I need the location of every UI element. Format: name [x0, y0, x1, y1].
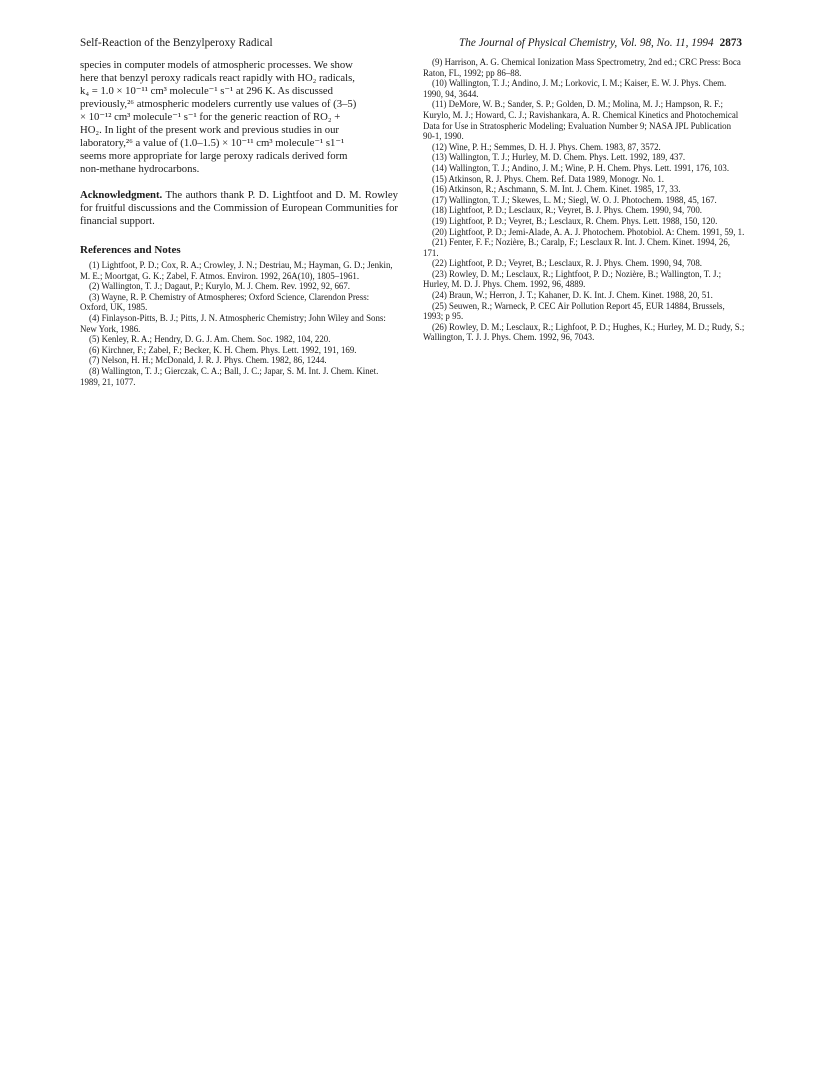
reference-item: (13) Wallington, T. J.; Hurley, M. D. Chem. Phys. Lett. 1992, 189, 437.: [432, 152, 686, 163]
journal-citation: [459, 35, 742, 51]
reference-item: (7) Nelson, H. H.; McDonald, J. R. J. Phys. Chem. 1982, 86, 1244.: [89, 355, 327, 366]
reference-item: (15) Atkinson, R. J. Phys. Chem. Ref. Data 1989, Monogr. No. 1.: [432, 173, 664, 184]
reference-item: (16) Atkinson, R.; Aschmann, S. M. Int. J. Chem. Kinet. 1985, 17, 33.: [432, 184, 681, 195]
acknowledgment: [80, 189, 398, 228]
reference-item: (24) Braun, W.; Herron, J. T.; Kahaner, D. K. Int. J. Chem. Kinet. 1988, 20, 51.: [432, 290, 713, 301]
reference-item: (25) Seuwen, R.; Warneck, P. CEC Air Pollution Report 45, EUR 14884, Brussels, 1993; p 95.: [423, 300, 725, 322]
left-column: [80, 59, 398, 387]
reference-item: (6) Kirchner, F.; Zabel, F.; Becker, K. H. Chem. Phys. Lett. 1992, 191, 169.: [89, 344, 357, 355]
body-line: HO₂. In light of the present work and previous studies in our: [80, 124, 339, 136]
body-line: seems more appropriate for large peroxy radicals derived form: [80, 150, 348, 162]
reference-item: (21) Fenter, F. F.; Nozière, B.; Caralp, F.; Lesclaux R. Int. J. Chem. Kinet. 1994, 26, 171.: [423, 237, 730, 258]
body-line: laboratory,²⁶ a value of (1.0–1.5) × 10⁻¹¹ cm³ molecule⁻¹ s1⁻¹: [80, 137, 345, 149]
reference-item: (8) Wallington, T. J.; Gierczak, C. A.; Ball, J. C.; Japar, S. M. Int. J. Chem. Kinet. 1989, 21, 1077.: [80, 365, 379, 387]
running-head: [80, 35, 742, 51]
body-line: non-methane hydrocarbons.: [80, 163, 200, 175]
body-line: k₄ = 1.0 × 10⁻¹¹ cm³ molecule⁻¹ s⁻¹ at 296 K. As discussed: [80, 85, 333, 97]
body-line: here that benzyl peroxy radicals react rapidly with HO₂ radicals,: [80, 72, 355, 84]
acknowledgment-text: The authors thank P. D. Lightfoot and D. M. Rowley for fruitful discussions and the Commission of European Communities for financial support.: [80, 189, 398, 227]
article-short-title: Self-Reaction of the Benzylperoxy Radical: [80, 37, 273, 49]
body-line: previously,²⁶ atmospheric modelers currently use values of (3–5): [80, 98, 357, 110]
body-paragraph: [80, 59, 398, 176]
journal-name: The Journal of Physical Chemistry, Vol. 98, No. 11, 1994: [459, 37, 714, 49]
reference-item: (14) Wallington, T. J.; Andino, J. M.; Wine, P. H. Chem. Phys. Lett. 1991, 176, 103.: [432, 162, 730, 173]
reference-item: (9) Harrison, A. G. Chemical Ionization Mass Spectrometry, 2nd ed.; CRC Press: Boca Raton, FL, 1992; pp 86–88.: [423, 57, 741, 78]
body-line: species in computer models of atmospheric processes. We show: [80, 59, 353, 71]
reference-item: (11) DeMore, W. B.; Sander, S. P.; Golden, D. M.; Molina, M. J.; Hampson, R. F.; Kurylo, M. J.; Howard, C. J.; Ravishankara, A. R. Chemical Kinetics and Photochemical Data for Use in Stratospheric Modeling; Evaluation Number 9; NASA JPL Publication 90-1, 1990.: [423, 99, 739, 142]
reference-item: (23) Rowley, D. M.; Lesclaux, R.; Lightfoot, P. D.; Nozière, B.; Wallington, T. J.; Hurley, M. D. J. Phys. Chem. 1992, 96, 4889.: [423, 268, 722, 290]
reference-item: (20) Lightfoot, P. D.; Jemi-Alade, A. A. J. Photochem. Photobiol. A: Chem. 1991, 59, 1.: [432, 226, 745, 237]
reference-item: (1) Lightfoot, P. D.; Cox, R. A.; Crowley, J. N.; Destriau, M.; Hayman, G. D.; Jenkin, M. E.; Moortgat, G. K.; Zabel, F. Atmos. Environ. 1992, 26A(10), 1805–1961.: [80, 260, 393, 281]
references-list-right: [423, 57, 745, 343]
reference-item: (26) Rowley, D. M.; Lesclaux, R.; Lighfoot, P. D.; Hughes, K.; Hurley, M. D.; Rudy, S.; Wallington, T. J. J. Phys. Chem. 1992, 96, 7043.: [423, 321, 745, 343]
body-line: × 10⁻¹² cm³ molecule⁻¹ s⁻¹ for the generic reaction of RO₂ +: [80, 111, 341, 123]
acknowledgment-heading: Acknowledgment.: [80, 189, 163, 201]
page-number: 2873: [719, 37, 742, 49]
reference-item: (4) Finlayson-Pitts, B. J.; Pitts, J. N. Atmospheric Chemistry; John Wiley and Sons: New York, 1986.: [80, 312, 386, 334]
references-heading: References and Notes: [80, 244, 181, 256]
reference-item: (2) Wallington, T. J.; Dagaut, P.; Kurylo, M. J. Chem. Rev. 1992, 92, 667.: [89, 281, 351, 292]
reference-item: (3) Wayne, R. P. Chemistry of Atmospheres; Oxford Science, Clarendon Press: Oxford, UK, 1985.: [80, 291, 370, 313]
reference-item: (18) Lightfoot, P. D.; Lesclaux, R.; Veyret, B. J. Phys. Chem. 1990, 94, 700.: [432, 205, 703, 216]
reference-item: (10) Wallington, T. J.; Andino, J. M.; Lorkovic, I. M.; Kaiser, E. W. J. Phys. Chem. 1990, 94, 3644.: [423, 78, 727, 99]
reference-item: (5) Kenley, R. A.; Hendry, D. G. J. Am. Chem. Soc. 1982, 104, 220.: [89, 334, 331, 345]
reference-item: (22) Lightfoot, P. D.; Veyret, B.; Lesclaux, R. J. Phys. Chem. 1990, 94, 708.: [432, 258, 703, 269]
references-list-left: [80, 260, 398, 387]
reference-item: (19) Lightfoot, P. D.; Veyret, B.; Lesclaux, R. Chem. Phys. Lett. 1988, 150, 120.: [432, 215, 718, 226]
reference-item: (17) Wallington, T. J.; Skewes, L. M.; Siegl, W. O. J. Photochem. 1988, 45, 167.: [432, 194, 717, 205]
reference-item: (12) Wine, P. H.; Semmes, D. H. J. Phys. Chem. 1983, 87, 3572.: [432, 141, 661, 152]
